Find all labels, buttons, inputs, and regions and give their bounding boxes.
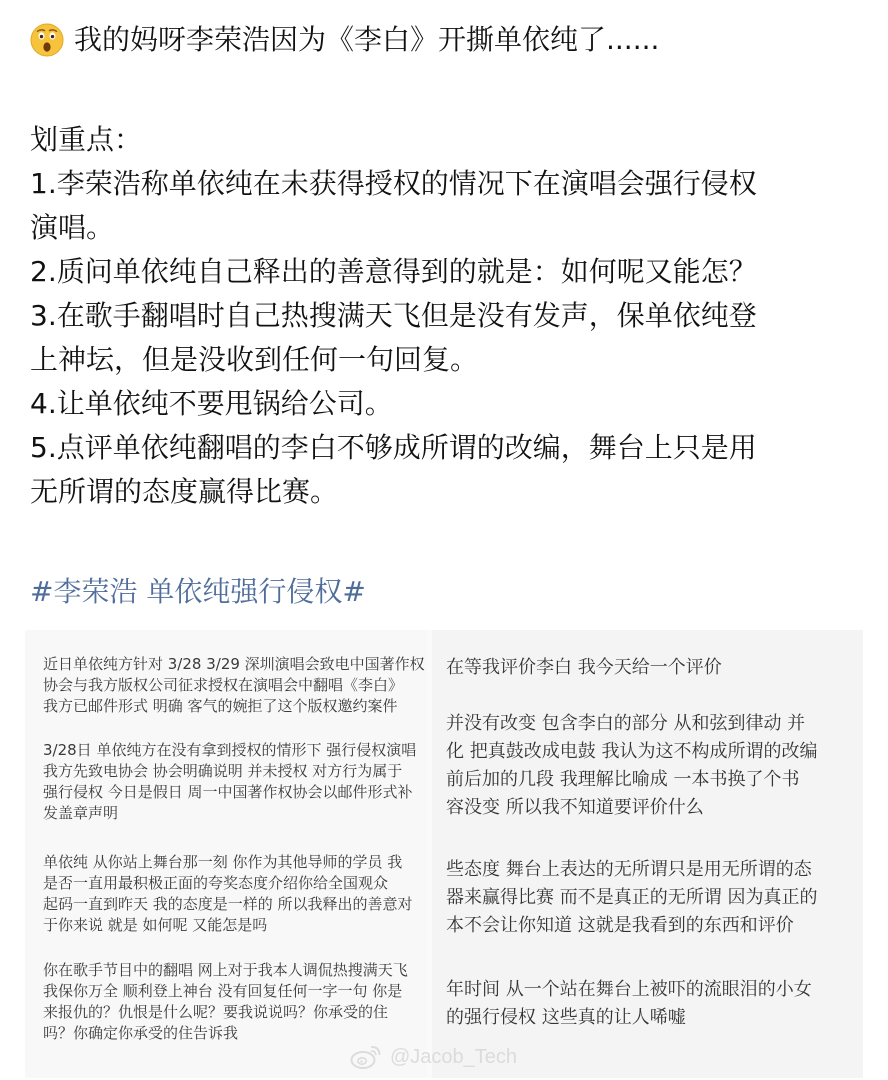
statement-line: 吗？你确定你承受的住告诉我 (43, 1024, 239, 1042)
watermark-text: @Jacob_Tech (390, 1045, 518, 1068)
statement-paragraph (43, 852, 413, 936)
key-point-line: 5.点评单依纯翻唱的李白不够成所谓的改编，舞台上只是用 (30, 431, 757, 464)
astonished-face-icon (30, 23, 64, 57)
statement-paragraph (43, 960, 408, 1044)
weibo-watermark (350, 1044, 517, 1070)
statement-line: 化 把真鼓改成电鼓 我认为这不构成所谓的改编 (446, 741, 818, 762)
weibo-logo-icon (350, 1044, 382, 1070)
headline-text: 我的妈呀李荣浩因为《李白》开撕单依纯了...... (74, 23, 660, 56)
statement-line: 近日单依纯方针对 3/28 3/29 深圳演唱会致电中国著作权 (43, 655, 425, 673)
statement-line: 我保你万全 顺利登上神台 没有回复任何一字一句 你是 (43, 982, 403, 1000)
statement-paragraph (43, 654, 425, 717)
key-point-line: 1.李荣浩称单依纯在未获得授权的情况下在演唱会强行侵权 (30, 167, 757, 200)
weibo-post (30, 18, 865, 612)
statement-line: 强行侵权 今日是假日 周一中国著作权协会以邮件形式补 (43, 783, 413, 801)
statement-paragraph (446, 654, 722, 682)
statement-line: 发盖章声明 (43, 804, 119, 822)
statement-paragraph (446, 710, 817, 822)
statement-paragraph (43, 740, 416, 824)
statement-image-left-panel (25, 630, 427, 1078)
section-title: 划重点： (30, 123, 143, 156)
statement-line: 在等我评价李白 我今天给一个评价 (446, 657, 722, 678)
key-point-line: 4.让单依纯不要甩锅给公司。 (30, 387, 393, 420)
key-points-list (30, 162, 865, 514)
key-point-line: 2.质问单依纯自己释出的善意得到的就是：如何呢又能怎？ (30, 255, 757, 288)
key-point-line: 3.在歌手翻唱时自己热搜满天飞但是没有发声，保单依纯登 (30, 299, 757, 332)
statement-line: 本不会让你知道 这就是我看到的东西和评价 (446, 915, 794, 936)
statement-line: 年时间 从一个站在舞台上被吓的流眼泪的小女 (446, 979, 812, 1000)
key-point-line: 无所谓的态度赢得比赛。 (30, 475, 339, 508)
statement-line: 于你来说 就是 如何呢 又能怎是吗 (43, 916, 268, 934)
statement-line: 我方先致电协会 协会明确说明 并未授权 对方行为属于 (43, 762, 403, 780)
statement-line: 容没变 所以我不知道要评价什么 (446, 797, 704, 818)
topic-hashtag-link[interactable]: #李荣浩 单依纯强行侵权# (30, 575, 366, 608)
key-point-line: 演唱。 (30, 211, 115, 244)
statement-line: 3/28日 单依纯方在没有拿到授权的情形下 强行侵权演唱 (43, 741, 417, 759)
key-point-line: 上神坛，但是没收到任何一句回复。 (30, 343, 479, 376)
statement-line: 前后加的几段 我理解比喻成 一本书换了个书 (446, 769, 800, 790)
statement-line: 来报仇的？仇恨是什么呢？要我说说吗？你承受的住 (43, 1003, 389, 1021)
embedded-statement-image[interactable] (25, 630, 863, 1078)
statement-line: 起码一直到昨天 我的态度是一样的 所以我释出的善意对 (43, 895, 413, 913)
statement-paragraph (446, 976, 812, 1032)
statement-line: 单依纯 从你站上舞台那一刻 你作为其他导师的学员 我 (43, 853, 403, 871)
statement-line: 些态度 舞台上表达的无所谓只是用无所谓的态 (446, 859, 812, 880)
statement-paragraph (446, 856, 817, 940)
statement-line: 的强行侵权 这些真的让人唏嘘 (446, 1007, 686, 1028)
statement-line: 协会与我方版权公司征求授权在演唱会中翻唱《李白》 (43, 676, 404, 694)
statement-line: 你在歌手节目中的翻唱 网上对于我本人调侃热搜满天飞 (43, 961, 408, 979)
statement-line: 我方已邮件形式 明确 客气的婉拒了这个版权邀约案件 (43, 697, 398, 715)
post-headline (30, 18, 865, 62)
statement-line: 并没有改变 包含李白的部分 从和弦到律动 并 (446, 713, 806, 734)
statement-line: 器来赢得比赛 而不是真正的无所谓 因为真正的 (446, 887, 818, 908)
statement-line: 是否一直用最积极正面的夸奖态度介绍你给全国观众 (43, 874, 389, 892)
statement-image-right-panel (432, 630, 863, 1078)
